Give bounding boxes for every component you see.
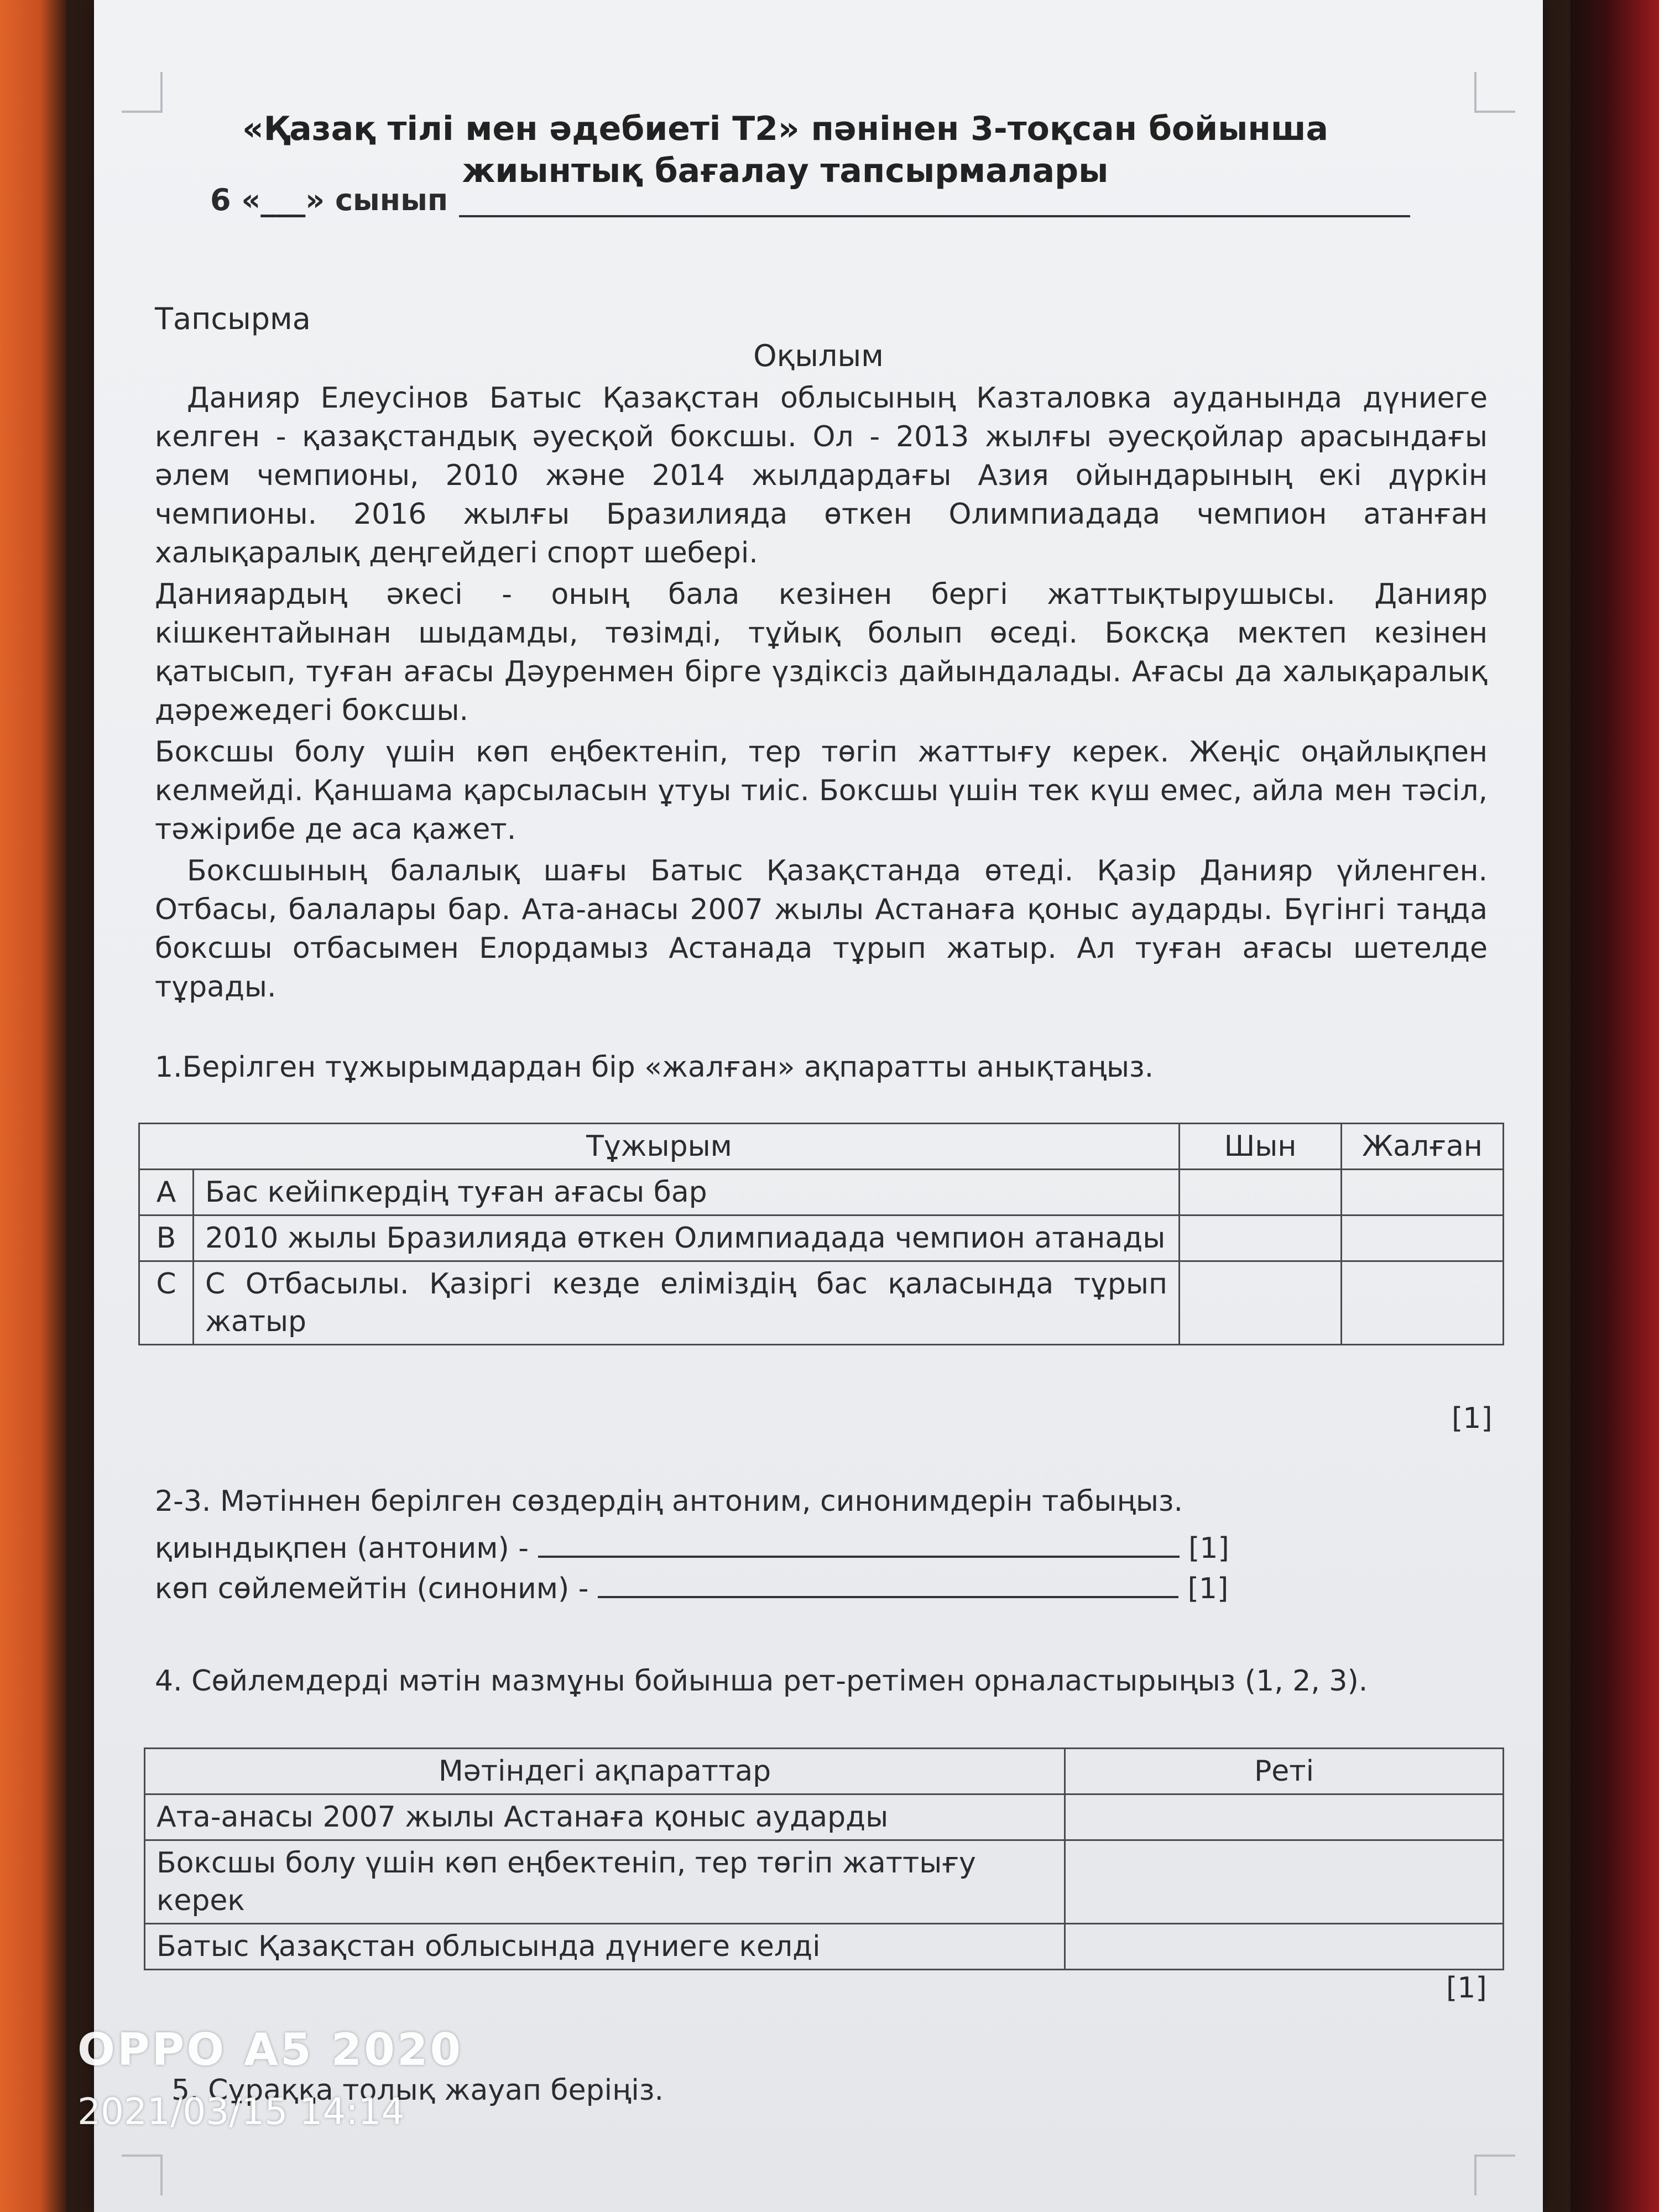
- class-label: 6 «___» сынып: [210, 182, 448, 217]
- table-row: [145, 1794, 1504, 1840]
- table-row: [139, 1170, 1504, 1215]
- order-table: [144, 1747, 1504, 1970]
- statement-text: С Отбасылы. Қазіргі кезде еліміздің бас қаласында тұрып жатыр: [194, 1261, 1180, 1345]
- reading-heading: Оқылым: [753, 338, 884, 373]
- info-text: Батыс Қазақстан облысында дүниеге келді: [145, 1924, 1065, 1970]
- score-mark: [1]: [1188, 1532, 1229, 1565]
- paragraph-2: Данияардың әкесі - оның бала кезінен бергі жаттықтырушысы. Данияр кішкентайынан шыдамды, төзімді, тұйық болып өседі. Боксқа мектеп кезінен қатысып, туған ағасы Дәуренмен бірге үздіксіз дайындалады. Ағасы да халықаралық дәрежедегі боксшы.: [155, 578, 1488, 727]
- row-letter: C: [139, 1261, 194, 1345]
- antonym-line: [155, 1529, 1229, 1568]
- false-answer-cell[interactable]: [1342, 1261, 1504, 1345]
- order-answer-cell[interactable]: [1065, 1794, 1504, 1840]
- order-answer-cell[interactable]: [1065, 1840, 1504, 1924]
- row-letter: B: [139, 1215, 194, 1261]
- table-row: [139, 1215, 1504, 1261]
- score-mark: [1]: [1187, 1572, 1229, 1605]
- table-header: Шын: [1180, 1124, 1342, 1170]
- antonym-answer-line[interactable]: [538, 1531, 1180, 1558]
- question-5: 5. Сұраққа толық жауап беріңіз.: [171, 2074, 664, 2107]
- table-header: Тұжырым: [139, 1124, 1180, 1170]
- row-letter: A: [139, 1170, 194, 1215]
- false-answer-cell[interactable]: [1342, 1170, 1504, 1215]
- camera-watermark-device: OPPO A5 2020: [77, 2024, 463, 2075]
- name-blank-line[interactable]: [459, 187, 1410, 217]
- true-answer-cell[interactable]: [1180, 1215, 1342, 1261]
- corner-mark: [1474, 2154, 1515, 2195]
- table-header: Реті: [1065, 1749, 1504, 1794]
- true-answer-cell[interactable]: [1180, 1261, 1342, 1345]
- table-header: Жалған: [1342, 1124, 1504, 1170]
- page-title: «Қазақ тілі мен әдебиеті Т2» пәнінен 3-тоқсан бойынша жиынтық бағалау тапсырмалары: [242, 109, 1329, 190]
- statement-text: 2010 жылы Бразилияда өткен Олимпиадада чемпион атанады: [194, 1215, 1180, 1261]
- background-edge-right: [1571, 0, 1659, 2212]
- table-row: [145, 1840, 1504, 1924]
- info-text: Ата-анасы 2007 жылы Астанаға қоныс аударды: [145, 1794, 1065, 1840]
- paragraph-1: Данияр Елеусінов Батыс Қазақстан облысының Казталовка ауданында дүниеге келген - қазақстандық әуесқой боксшы. Ол - 2013 жылғы әуесқойлар арасындағы әлем чемпионы, 2010 және 2014 жылдардағы Азия ойындарының екі дүркін чемпионы. 2016 жылғы Бразилияда өткен Олимпиадада чемпион атанған халықаралық деңгейдегі спорт шебері.: [155, 382, 1488, 570]
- camera-watermark-datetime: 2021/03/15 14:14: [77, 2090, 405, 2133]
- table-row: [139, 1261, 1504, 1345]
- class-line: [210, 182, 1410, 217]
- document-page: [94, 0, 1543, 2212]
- statement-text: Бас кейіпкердің туған ағасы бар: [194, 1170, 1180, 1215]
- question-1: 1.Берілген тұжырымдардан бір «жалған» ақпаратты анықтаңыз.: [155, 1051, 1154, 1084]
- score-mark: [1]: [1446, 1971, 1487, 2005]
- table-row: [145, 1924, 1504, 1970]
- true-answer-cell[interactable]: [1180, 1170, 1342, 1215]
- table-header: Мәтіндегі ақпараттар: [145, 1749, 1065, 1794]
- synonym-label: көп сөйлемейтін (синоним) -: [155, 1572, 589, 1605]
- synonym-answer-line[interactable]: [598, 1572, 1178, 1598]
- statements-table: [138, 1123, 1504, 1345]
- background-edge-left: [0, 0, 66, 2212]
- score-mark: [1]: [1452, 1402, 1493, 1435]
- paragraph-3: Боксшы болу үшін көп еңбектеніп, тер төгіп жаттығу керек. Жеңіс оңайлықпен келмейді. Қаншама қарсыласын ұтуы тиіс. Боксшы үшін тек күш емес, айла мен тәсіл, тәжірибе де аса қажет.: [155, 735, 1488, 846]
- corner-mark: [122, 2154, 163, 2195]
- table-header-row: [145, 1749, 1504, 1794]
- question-2-3: 2-3. Мәтіннен берілген сөздердің антоним, синонимдерін табыңыз.: [155, 1485, 1183, 1518]
- false-answer-cell[interactable]: [1342, 1215, 1504, 1261]
- paragraph-4: Боксшының балалық шағы Батыс Қазақстанда өтеді. Қазір Данияр үйленген. Отбасы, балалары бар. Ата-анасы 2007 жылы Астанаға қоныс аударды. Бүгінгі таңда боксшы отбасымен Елордамыз Астанада тұрып жатыр. Ал туған ағасы шетелде тұрады.: [155, 854, 1488, 1004]
- corner-mark: [122, 72, 163, 113]
- table-header-row: [139, 1124, 1504, 1170]
- synonym-line: [155, 1569, 1228, 1608]
- info-text: Боксшы болу үшін көп еңбектеніп, тер төгіп жаттығу керек: [145, 1840, 1065, 1924]
- antonym-label: қиындықпен (антоним) -: [155, 1532, 529, 1565]
- task-label: Тапсырма: [155, 301, 311, 336]
- corner-mark: [1474, 72, 1515, 113]
- order-answer-cell[interactable]: [1065, 1924, 1504, 1970]
- question-4: 4. Сөйлемдерді мәтін мазмұны бойынша рет-ретімен орналастырыңыз (1, 2, 3).: [155, 1665, 1368, 1698]
